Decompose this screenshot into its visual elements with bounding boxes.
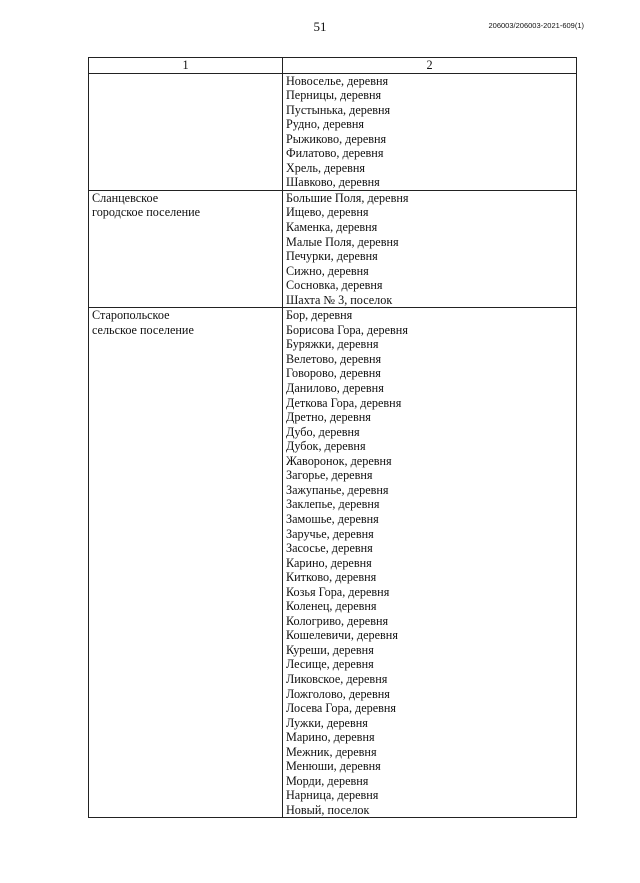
district-cell <box>89 190 283 307</box>
table-row <box>89 308 577 818</box>
district-name-line: Старопольское <box>92 308 170 323</box>
page-number: 51 <box>313 19 327 34</box>
place-item: Дубок, деревня <box>286 439 366 454</box>
table-row <box>89 73 577 190</box>
place-item: Лосева Гора, деревня <box>286 701 397 716</box>
place-item: Новый, поселок <box>286 802 370 817</box>
place-item: Дубо, деревня <box>286 424 360 439</box>
place-item: Большие Поля, деревня <box>286 190 409 205</box>
place-item: Шавково, деревня <box>286 175 380 190</box>
district-cell <box>89 73 283 190</box>
table-body <box>89 73 577 818</box>
place-item: Лужки, деревня <box>286 715 368 730</box>
place-item: Ликовское, деревня <box>286 671 388 686</box>
place-item: Китково, деревня <box>286 570 377 585</box>
place-item: Загорье, деревня <box>286 468 373 483</box>
place-item: Деткова Гора, деревня <box>286 395 402 410</box>
place-item: Заручье, деревня <box>286 526 374 541</box>
place-item: Жаворонок, деревня <box>286 453 392 468</box>
place-item: Хрель, деревня <box>286 160 366 175</box>
district-name-line: сельское поселение <box>92 322 194 337</box>
place-item: Засосье, деревня <box>286 541 373 556</box>
district-name-line: Сланцевское <box>92 190 159 205</box>
place-item: Новоселье, деревня <box>286 73 389 88</box>
place-item: Рыжиково, деревня <box>286 131 387 146</box>
place-item: Борисова Гора, деревня <box>286 322 408 337</box>
place-item: Шахта № 3, поселок <box>286 292 393 307</box>
settlements-table <box>88 57 577 818</box>
place-item: Буряжки, деревня <box>286 337 379 352</box>
place-item: Каменка, деревня <box>286 220 378 235</box>
place-item: Ищево, деревня <box>286 205 369 220</box>
place-item: Печурки, деревня <box>286 249 378 264</box>
document-id: 206003/206003-2021-609(1) <box>488 21 584 30</box>
place-item: Филатово, деревня <box>286 146 384 161</box>
place-item: Сижно, деревня <box>286 263 369 278</box>
place-item: Нарница, деревня <box>286 788 379 803</box>
place-item: Дретно, деревня <box>286 410 371 425</box>
places-cell <box>283 190 577 307</box>
place-item: Сосновка, деревня <box>286 278 383 293</box>
place-item: Межник, деревня <box>286 744 377 759</box>
place-item: Менюши, деревня <box>286 759 381 774</box>
place-item: Марино, деревня <box>286 730 375 745</box>
table-row <box>89 190 577 307</box>
place-item: Куреши, деревня <box>286 642 374 657</box>
district-cell <box>89 308 283 818</box>
place-item: Велетово, деревня <box>286 351 382 366</box>
place-item: Рудно, деревня <box>286 117 365 132</box>
place-item: Лесище, деревня <box>286 657 374 672</box>
place-item: Ложголово, деревня <box>286 686 390 701</box>
places-cell <box>283 73 577 190</box>
place-item: Малые Поля, деревня <box>286 234 399 249</box>
column-header-2: 2 <box>283 58 577 74</box>
place-item: Коленец, деревня <box>286 599 377 614</box>
place-item: Пустынька, деревня <box>286 102 391 117</box>
place-item: Зажупанье, деревня <box>286 482 389 497</box>
district-name-line: городское поселение <box>92 205 201 220</box>
place-item: Заклепье, деревня <box>286 497 380 512</box>
place-item: Говорово, деревня <box>286 366 381 381</box>
places-cell <box>283 308 577 818</box>
place-item: Карино, деревня <box>286 555 372 570</box>
place-item: Замошье, деревня <box>286 511 379 526</box>
place-item: Кологриво, деревня <box>286 613 389 628</box>
place-item: Данилово, деревня <box>286 381 384 396</box>
table-header-row <box>89 58 577 74</box>
column-header-1: 1 <box>89 58 283 74</box>
place-item: Перницы, деревня <box>286 88 382 103</box>
place-item: Бор, деревня <box>286 308 353 323</box>
place-item: Козья Гора, деревня <box>286 584 390 599</box>
place-item: Морди, деревня <box>286 773 369 788</box>
place-item: Кошелевичи, деревня <box>286 628 398 643</box>
